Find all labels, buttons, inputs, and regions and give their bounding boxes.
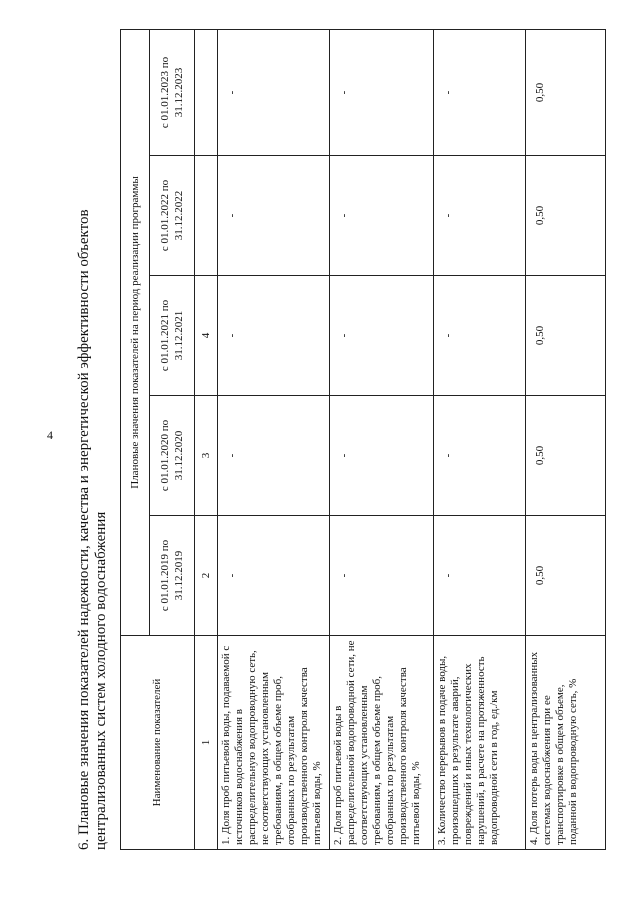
indicator-name: 3. Количество перерывов в подаче воды, произошедших в результате аварий, повреждений и иных технологических нарушений, в расчете на протяженность водопроводной сети в год, ед./км <box>434 636 526 850</box>
period-header: с 01.01.2023 по 31.12.2023 <box>150 29 195 155</box>
indicator-value: - <box>330 156 434 276</box>
indicator-value: - <box>330 396 434 516</box>
indicator-value: - <box>218 29 330 155</box>
table-row <box>218 29 330 849</box>
period-group-header: Плановые значения показателей на период реализации программы <box>121 29 150 635</box>
indicator-value: 0,50 <box>526 396 606 516</box>
column-number <box>195 156 218 276</box>
indicator-name: 4. Доля потерь воды в централизованных системах водоснабжения при ее транспортировке в общем объеме, поданной в водопроводную сеть, % <box>526 636 606 850</box>
indicator-value: 0,50 <box>526 516 606 636</box>
table-row <box>330 29 434 849</box>
period-header: с 01.01.2020 по 31.12.2020 <box>150 396 195 516</box>
indicator-value: - <box>434 396 526 516</box>
column-number: 2 <box>195 516 218 636</box>
column-number: 1 <box>195 636 218 850</box>
indicator-value: 0,50 <box>526 29 606 155</box>
period-header: с 01.01.2019 по 31.12.2019 <box>150 516 195 636</box>
indicator-value: - <box>330 29 434 155</box>
section-heading <box>76 30 110 850</box>
heading-line-2: централизованных систем холодного водоснабжения <box>93 511 109 850</box>
indicator-value: - <box>434 156 526 276</box>
indicator-value: 0,50 <box>526 276 606 396</box>
indicator-value: - <box>434 276 526 396</box>
heading-line-1: 6. Плановые значения показателей надежности, качества и энергетической эффективности объектов <box>76 209 92 850</box>
indicator-value: - <box>434 29 526 155</box>
indicators-table <box>120 29 606 850</box>
name-column-header: Наименование показателей <box>121 636 195 850</box>
indicator-value: 0,50 <box>526 156 606 276</box>
column-number: 3 <box>195 396 218 516</box>
page-number: 4 <box>47 428 53 442</box>
column-number <box>195 29 218 155</box>
indicator-value: - <box>330 276 434 396</box>
indicator-value: - <box>218 156 330 276</box>
indicator-value: - <box>218 516 330 636</box>
column-number: 4 <box>195 276 218 396</box>
indicator-value: - <box>218 396 330 516</box>
indicator-value: - <box>218 276 330 396</box>
indicator-name: 1. Доля проб питьевой воды, подаваемой с источников водоснабжения в распределительную водопроводную сеть, не соответствующих установленным требованиям, в общем объеме проб, отобранных по результатам производственного контроля качества питьевой воды, % <box>218 636 330 850</box>
rotated-page-content <box>53 30 613 850</box>
table-row <box>434 29 526 849</box>
table-row <box>526 29 606 849</box>
indicator-value: - <box>434 516 526 636</box>
indicator-value: - <box>330 516 434 636</box>
period-header: с 01.01.2022 по 31.12.2022 <box>150 156 195 276</box>
period-header: с 01.01.2021 по 31.12.2021 <box>150 276 195 396</box>
indicator-name: 2. Доля проб питьевой воды в распределительной водопроводной сети, не соответствующих установленным требованиям, в общем объеме проб, отобранных по результатам производственного контроля качества питьевой воды, % <box>330 636 434 850</box>
